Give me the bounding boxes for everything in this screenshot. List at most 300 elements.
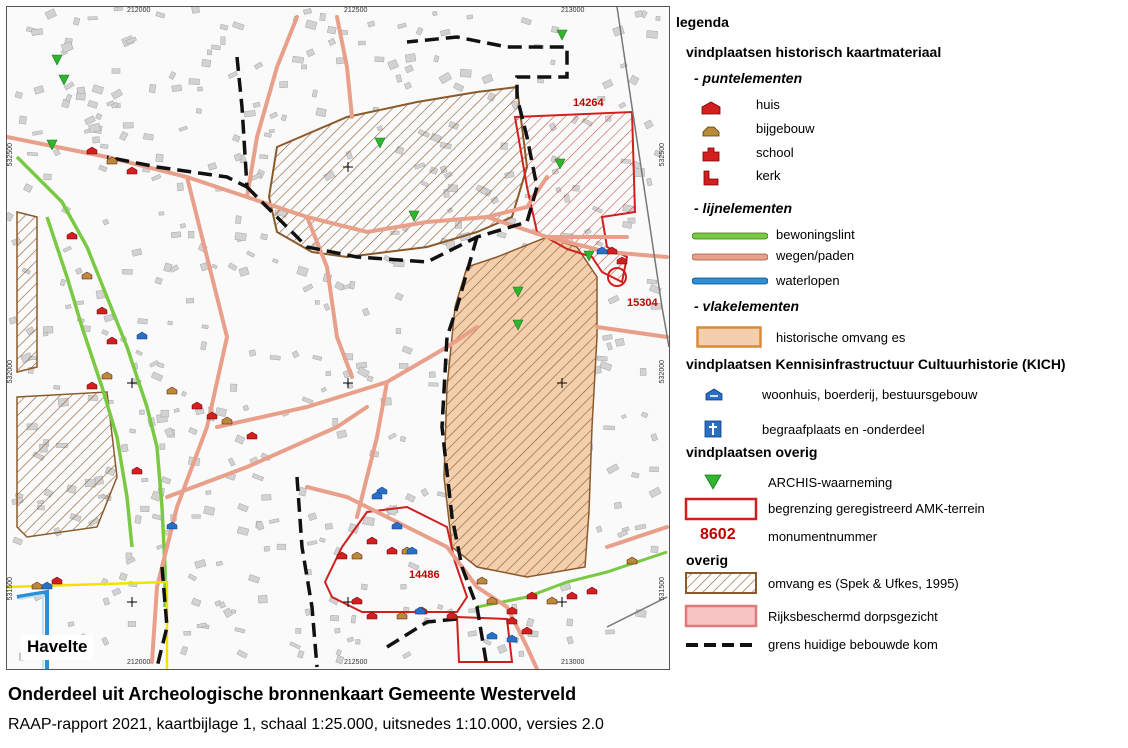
building-footprint bbox=[326, 371, 331, 375]
building-footprint bbox=[102, 329, 109, 335]
building-footprint bbox=[88, 17, 98, 20]
building-footprint bbox=[453, 83, 464, 92]
building-footprint bbox=[421, 488, 429, 496]
building-footprint bbox=[297, 266, 309, 277]
building-footprint bbox=[151, 372, 163, 381]
building-footprint bbox=[63, 246, 72, 252]
house-marker bbox=[567, 592, 577, 599]
building-footprint bbox=[631, 472, 639, 478]
outbuilding-marker bbox=[627, 557, 637, 564]
building-footprint bbox=[644, 120, 653, 129]
building-footprint bbox=[181, 391, 186, 397]
building-footprint bbox=[123, 122, 133, 128]
legend-label-archis: ARCHIS-waarneming bbox=[768, 475, 893, 490]
building-footprint bbox=[460, 69, 471, 77]
building-footprint bbox=[297, 650, 304, 658]
building-footprint bbox=[112, 588, 121, 596]
building-footprint bbox=[189, 427, 198, 434]
building-footprint bbox=[201, 341, 207, 350]
building-footprint bbox=[92, 85, 104, 95]
building-footprint bbox=[634, 168, 645, 176]
building-footprint bbox=[248, 574, 260, 583]
building-footprint bbox=[467, 15, 473, 20]
building-footprint bbox=[64, 82, 74, 90]
building-footprint bbox=[9, 317, 17, 325]
building-footprint bbox=[299, 487, 307, 496]
building-footprint bbox=[112, 69, 120, 74]
building-footprint bbox=[128, 621, 136, 626]
building-footprint bbox=[7, 212, 14, 221]
building-footprint bbox=[19, 116, 27, 124]
building-footprint bbox=[100, 144, 108, 149]
building-footprint bbox=[337, 430, 347, 439]
building-footprint bbox=[180, 646, 188, 655]
house-marker bbox=[87, 382, 97, 389]
building-footprint bbox=[468, 631, 477, 637]
building-footprint bbox=[246, 251, 254, 257]
building-footprint bbox=[439, 72, 452, 84]
building-footprint bbox=[136, 350, 143, 356]
house-marker bbox=[367, 612, 377, 619]
building-footprint bbox=[316, 108, 327, 117]
building-footprint bbox=[356, 639, 361, 644]
building-footprint bbox=[161, 410, 169, 417]
building-footprint bbox=[482, 74, 493, 84]
building-footprint bbox=[169, 71, 176, 79]
building-footprint bbox=[259, 155, 267, 159]
building-footprint bbox=[244, 110, 255, 117]
building-footprint bbox=[613, 26, 625, 37]
building-footprint bbox=[405, 53, 416, 62]
building-footprint bbox=[269, 129, 274, 132]
building-footprint bbox=[180, 223, 186, 228]
building-footprint bbox=[119, 131, 128, 141]
building-footprint bbox=[53, 149, 60, 156]
building-footprint bbox=[396, 74, 402, 82]
railway bbox=[607, 7, 669, 627]
building-footprint bbox=[189, 79, 200, 85]
building-footprint bbox=[315, 300, 319, 304]
building-footprint bbox=[270, 355, 280, 360]
building-footprint bbox=[646, 31, 657, 39]
building-footprint bbox=[375, 57, 384, 62]
legend-label-waterlopen: waterlopen bbox=[776, 273, 840, 288]
building-footprint bbox=[168, 321, 173, 325]
building-footprint bbox=[102, 637, 109, 645]
building-footprint bbox=[395, 293, 403, 301]
building-footprint bbox=[362, 308, 369, 316]
outbuilding-marker bbox=[167, 387, 177, 394]
building-footprint bbox=[186, 298, 194, 303]
building-footprint bbox=[302, 397, 313, 404]
building-footprint bbox=[65, 304, 71, 308]
legend-label-school: school bbox=[756, 145, 794, 160]
legend-label-bijgebouw: bijgebouw bbox=[756, 121, 815, 136]
building-footprint bbox=[597, 356, 607, 361]
building-footprint bbox=[295, 628, 301, 633]
legend-sub-vlakelementen: - vlakelementen bbox=[694, 298, 800, 314]
legend-sub-lijnelementen: - lijnelementen bbox=[694, 200, 793, 216]
kich-marker bbox=[487, 632, 497, 639]
building-footprint bbox=[303, 284, 313, 292]
building-footprint bbox=[202, 59, 211, 67]
building-footprint bbox=[43, 326, 53, 333]
building-footprint bbox=[614, 502, 622, 509]
building-footprint bbox=[156, 12, 165, 18]
building-footprint bbox=[239, 267, 249, 277]
building-footprint bbox=[45, 9, 57, 20]
building-footprint bbox=[141, 478, 148, 482]
coord-left-1: 532500 bbox=[7, 143, 14, 167]
road-line-icon bbox=[692, 252, 768, 262]
building-footprint bbox=[77, 87, 85, 94]
building-footprint bbox=[132, 249, 142, 257]
coord-bottom-1: 212000 bbox=[127, 659, 151, 666]
building-footprint bbox=[497, 644, 507, 653]
building-footprint bbox=[602, 334, 612, 340]
building-footprint bbox=[104, 314, 114, 322]
kich-marker bbox=[42, 582, 52, 589]
church-icon bbox=[700, 169, 722, 187]
house-icon bbox=[700, 100, 722, 116]
building-footprint bbox=[177, 183, 183, 191]
building-footprint bbox=[402, 346, 412, 355]
building-footprint bbox=[191, 598, 201, 606]
building-footprint bbox=[400, 584, 406, 589]
outbuilding-marker bbox=[547, 597, 557, 604]
building-footprint bbox=[361, 584, 367, 590]
building-footprint bbox=[596, 526, 602, 533]
building-footprint bbox=[23, 184, 32, 193]
house-marker bbox=[247, 432, 257, 439]
building-footprint bbox=[656, 16, 660, 20]
legend-label-monumentnummer: monumentnummer bbox=[768, 529, 878, 544]
house-marker bbox=[87, 147, 97, 154]
building-footprint bbox=[649, 487, 661, 498]
building-footprint bbox=[92, 137, 99, 144]
building-footprint bbox=[235, 435, 245, 444]
archis-triangle-icon bbox=[704, 474, 722, 490]
house-marker bbox=[52, 577, 62, 584]
house-marker bbox=[127, 167, 137, 174]
building-footprint bbox=[98, 165, 107, 172]
building-footprint bbox=[305, 20, 317, 30]
building-footprint bbox=[159, 212, 164, 216]
monument-label-14264: 14264 bbox=[573, 97, 604, 109]
building-footprint bbox=[160, 444, 165, 450]
house-marker bbox=[107, 337, 117, 344]
coord-right-3: 531500 bbox=[659, 577, 666, 601]
building-footprint bbox=[13, 537, 23, 545]
legend-section-overig: overig bbox=[686, 552, 729, 568]
house-marker bbox=[522, 627, 532, 634]
house-marker bbox=[132, 467, 142, 474]
building-footprint bbox=[232, 22, 244, 30]
building-footprint bbox=[619, 102, 626, 109]
coord-right-2: 532000 bbox=[659, 360, 666, 384]
building-footprint bbox=[604, 426, 615, 430]
building-footprint bbox=[399, 363, 408, 368]
building-footprint bbox=[27, 152, 38, 156]
building-footprint bbox=[164, 263, 173, 272]
building-footprint bbox=[308, 513, 317, 521]
building-footprint bbox=[537, 79, 543, 83]
building-footprint bbox=[301, 65, 306, 69]
legend-label-rijks: Rijksbeschermd dorpsgezicht bbox=[768, 609, 938, 624]
building-footprint bbox=[172, 85, 182, 92]
building-footprint bbox=[151, 174, 161, 181]
map-canvas bbox=[7, 7, 669, 669]
building-footprint bbox=[221, 37, 226, 45]
building-footprint bbox=[237, 527, 249, 536]
building-footprint bbox=[303, 8, 311, 14]
legend-title: legenda bbox=[676, 14, 729, 30]
building-footprint bbox=[235, 627, 245, 633]
building-footprint bbox=[152, 514, 162, 520]
building-footprint bbox=[469, 609, 477, 613]
building-footprint bbox=[203, 506, 214, 515]
kich-marker bbox=[167, 522, 177, 529]
building-footprint bbox=[324, 303, 330, 310]
outbuilding-marker bbox=[222, 417, 232, 424]
amk-terrain-icon bbox=[684, 497, 758, 521]
building-footprint bbox=[228, 263, 237, 271]
legend-label-huis: huis bbox=[756, 97, 780, 112]
legend-section-kich: vindplaatsen Kennisinfrastructuur Cultuurhistorie (KICH) bbox=[686, 356, 1066, 372]
building-footprint bbox=[179, 126, 188, 132]
building-footprint bbox=[646, 178, 652, 186]
building-footprint bbox=[292, 56, 304, 63]
building-footprint bbox=[212, 264, 218, 269]
building-footprint bbox=[196, 108, 202, 113]
building-footprint bbox=[261, 494, 271, 500]
building-footprint bbox=[253, 102, 260, 108]
building-footprint bbox=[206, 490, 212, 494]
legend-label-amk: begrenzing geregistreerd AMK-terrein bbox=[768, 501, 985, 516]
building-footprint bbox=[155, 277, 163, 284]
monument-label-15304: 15304 bbox=[627, 297, 658, 309]
building-footprint bbox=[261, 234, 268, 240]
legend-label-omvang-es: omvang es (Spek & Ufkes, 1995) bbox=[768, 576, 959, 591]
building-footprint bbox=[347, 637, 354, 642]
building-footprint bbox=[567, 636, 574, 644]
building-footprint bbox=[405, 493, 415, 502]
map-panel[interactable] bbox=[6, 6, 670, 670]
building-footprint bbox=[188, 574, 197, 581]
building-footprint bbox=[305, 609, 311, 616]
building-footprint bbox=[156, 154, 164, 162]
es-area-west bbox=[17, 212, 37, 372]
building-footprint bbox=[270, 112, 278, 119]
legend-label-kerk: kerk bbox=[756, 168, 781, 183]
building-footprint bbox=[111, 89, 123, 99]
building-footprint bbox=[330, 615, 339, 621]
building-footprint bbox=[207, 50, 211, 55]
caption-subtitle: RAAP-rapport 2021, kaartbijlage 1, schaal 1:25.000, uitsnedes 1:10.000, versies 2.0 bbox=[8, 716, 604, 733]
building-footprint bbox=[135, 515, 142, 523]
es-spek-ufkes-icon bbox=[684, 571, 758, 595]
building-footprint bbox=[607, 464, 619, 474]
building-footprint bbox=[75, 268, 82, 275]
cemetery-icon bbox=[704, 420, 722, 438]
building-footprint bbox=[432, 11, 437, 16]
building-footprint bbox=[402, 651, 411, 658]
building-footprint bbox=[143, 133, 153, 140]
building-footprint bbox=[327, 26, 336, 34]
building-footprint bbox=[404, 82, 411, 89]
coord-bottom-3: 213000 bbox=[561, 659, 585, 666]
building-footprint bbox=[171, 232, 181, 238]
building-footprint bbox=[358, 41, 365, 45]
building-footprint bbox=[122, 269, 132, 274]
building-footprint bbox=[15, 91, 23, 98]
legend bbox=[676, 6, 1124, 666]
building-footprint bbox=[60, 279, 66, 286]
coord-right-1: 532500 bbox=[659, 143, 666, 167]
outbuilding-marker bbox=[32, 582, 42, 589]
building-footprint bbox=[256, 521, 264, 530]
building-footprint bbox=[258, 595, 267, 603]
building-footprint bbox=[336, 649, 342, 656]
building-footprint bbox=[232, 134, 240, 142]
building-footprint bbox=[119, 573, 127, 581]
building-footprint bbox=[95, 113, 101, 120]
building-footprint bbox=[138, 318, 148, 324]
building-footprint bbox=[650, 467, 659, 472]
building-footprint bbox=[192, 515, 201, 518]
building-footprint bbox=[272, 258, 278, 263]
building-footprint bbox=[223, 608, 233, 618]
historic-es-area-icon bbox=[696, 326, 762, 348]
building-footprint bbox=[161, 477, 171, 485]
outbuilding-marker bbox=[82, 272, 92, 279]
legend-label-hist-omvang: historische omvang es bbox=[776, 330, 906, 345]
building-footprint bbox=[367, 21, 374, 27]
building-footprint bbox=[321, 387, 327, 392]
house-marker bbox=[367, 537, 377, 544]
building-footprint bbox=[68, 621, 74, 626]
building-footprint bbox=[290, 642, 301, 650]
legend-label-grens: grens huidige bebouwde kom bbox=[768, 637, 938, 652]
building-footprint bbox=[281, 115, 287, 121]
building-footprint bbox=[53, 385, 60, 390]
caption-title: Onderdeel uit Archeologische bronnenkaart Gemeente Westerveld bbox=[8, 684, 577, 704]
building-footprint bbox=[202, 325, 209, 329]
building-footprint bbox=[319, 538, 325, 543]
building-footprint bbox=[184, 631, 191, 635]
building-footprint bbox=[599, 361, 611, 371]
building-footprint bbox=[228, 71, 238, 78]
building-footprint bbox=[208, 163, 217, 171]
building-footprint bbox=[621, 414, 626, 418]
building-footprint bbox=[526, 618, 534, 627]
building-footprint bbox=[651, 434, 658, 442]
legend-section-historisch: vindplaatsen historisch kaartmateriaal bbox=[686, 44, 942, 60]
es-area-center bbox=[269, 87, 527, 257]
building-footprint bbox=[228, 458, 235, 467]
building-footprint bbox=[405, 65, 414, 73]
building-footprint bbox=[336, 655, 344, 664]
building-footprint bbox=[114, 7, 123, 11]
building-footprint bbox=[320, 13, 326, 21]
building-footprint bbox=[483, 639, 491, 645]
water-line-icon bbox=[692, 276, 768, 286]
building-footprint bbox=[34, 86, 44, 95]
building-footprint bbox=[237, 650, 248, 659]
legend-section-overig-vindplaatsen: vindplaatsen overig bbox=[686, 444, 818, 460]
building-footprint bbox=[243, 405, 249, 411]
legend-monument-sample: 8602 bbox=[700, 526, 736, 543]
building-footprint bbox=[396, 328, 401, 333]
house-marker bbox=[387, 547, 397, 554]
kich-dwelling-icon bbox=[704, 388, 724, 402]
building-footprint bbox=[191, 7, 199, 14]
building-footprint bbox=[398, 23, 407, 29]
building-footprint bbox=[44, 174, 52, 180]
building-footprint bbox=[197, 87, 202, 91]
building-footprint bbox=[440, 29, 450, 36]
outbuilding-marker bbox=[102, 372, 112, 379]
building-footprint bbox=[149, 84, 156, 93]
monument-label-14486: 14486 bbox=[409, 569, 440, 581]
coord-left-3: 531500 bbox=[7, 577, 14, 601]
building-footprint bbox=[429, 383, 439, 387]
building-footprint bbox=[269, 518, 279, 523]
building-footprint bbox=[249, 350, 256, 357]
building-footprint bbox=[567, 619, 573, 626]
rijks-dorpsgezicht-icon bbox=[684, 604, 758, 628]
building-footprint bbox=[252, 473, 264, 481]
es-area-west-2 bbox=[17, 392, 117, 537]
building-footprint bbox=[103, 598, 110, 606]
building-footprint bbox=[103, 219, 109, 225]
building-footprint bbox=[328, 38, 336, 46]
building-footprint bbox=[216, 561, 222, 566]
building-footprint bbox=[43, 332, 48, 336]
legend-label-woonhuis: woonhuis, boerderij, bestuursgebouw bbox=[762, 387, 978, 402]
building-footprint bbox=[521, 17, 532, 25]
coord-bottom-2: 212500 bbox=[344, 659, 368, 666]
building-footprint bbox=[230, 384, 237, 392]
building-footprint bbox=[615, 338, 624, 346]
place-label: Havelte bbox=[21, 635, 93, 660]
building-footprint bbox=[640, 368, 646, 375]
building-footprint bbox=[235, 216, 241, 224]
house-marker bbox=[507, 617, 517, 624]
outbuilding-marker bbox=[477, 577, 487, 584]
building-footprint bbox=[66, 94, 72, 102]
legend-label-wegen: wegen/paden bbox=[776, 248, 855, 263]
legend-label-bewoningslint: bewoningslint bbox=[776, 227, 855, 242]
legend-label-begraafplaats: begraafplaats en -onderdeel bbox=[762, 422, 925, 437]
coord-top-2: 212500 bbox=[344, 7, 368, 14]
building-footprint bbox=[351, 615, 356, 623]
outbuilding-marker bbox=[352, 552, 362, 559]
kom-boundary-line-icon bbox=[684, 640, 758, 650]
building-footprint bbox=[195, 559, 206, 568]
building-footprint bbox=[416, 27, 423, 35]
house-marker bbox=[587, 587, 597, 594]
building-footprint bbox=[211, 45, 220, 50]
building-footprint bbox=[651, 546, 659, 553]
building-footprint bbox=[334, 628, 340, 633]
building-footprint bbox=[313, 355, 322, 360]
building-footprint bbox=[88, 100, 98, 108]
building-footprint bbox=[264, 546, 270, 551]
building-footprint bbox=[307, 540, 317, 545]
building-footprint bbox=[606, 630, 615, 634]
building-footprint bbox=[635, 524, 646, 530]
